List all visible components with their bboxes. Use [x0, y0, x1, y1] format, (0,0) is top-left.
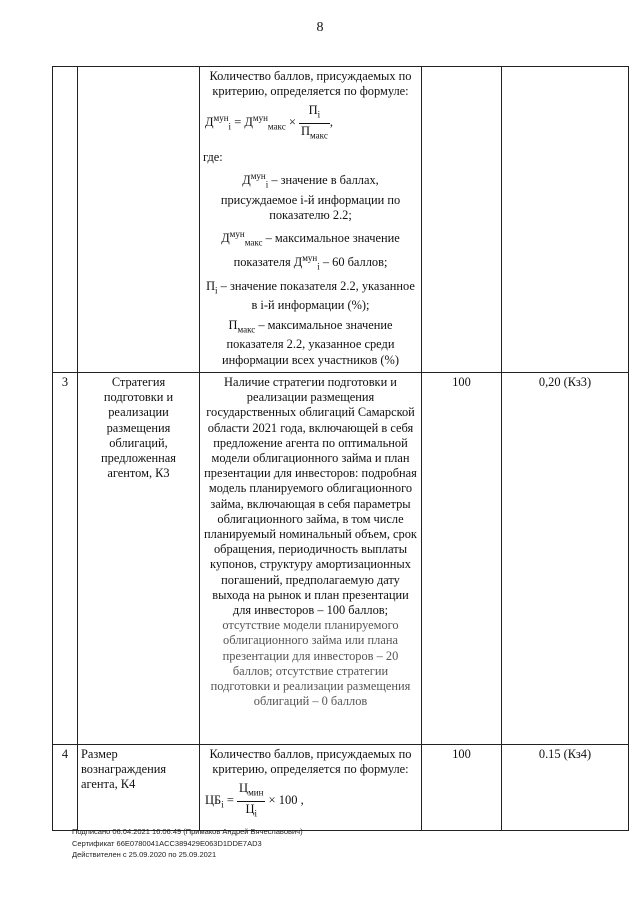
criteria-table [52, 66, 629, 831]
where-label: где: [203, 149, 223, 164]
cell-weight: 0,20 (Кз3) [502, 373, 629, 745]
cell-max: 100 [422, 373, 502, 745]
signature-certificate: Сертификат 66E0780041ACC389429E063D1DDE7AD3 [72, 838, 262, 848]
cell-num: 3 [53, 373, 78, 745]
table-row [53, 67, 629, 373]
description-faint: отсутствие модели планируемого облигационного займа или плана презентации для инвесторов – 20 баллов; отсутствие стратегии подготовки и реализации размещения облигаций – 0 баллов [210, 618, 411, 709]
cell-num [53, 67, 78, 373]
cell-description [200, 373, 422, 745]
description-main: Наличие стратегии подготовки и реализации размещения государственных облигаций Самарской области 2021 года, включающей в себя предложение агента по оптимальной модели облигационного займа и план презентации для инвесторов: подробная модель планируемого облигационного займа, включающая в себя параметры облигационного займа, в том числе планируемый номинальный объем, срок обращения, периодичность выплаты купонов, структуру амортизационных погашений, предполагаемую дату выхода на рынок и план презентации для инвесторов – 100 баллов; [204, 375, 417, 618]
signature-validity: Действителен с 25.09.2020 по 25.09.2021 [72, 850, 217, 859]
intro-text: Количество баллов, присуждаемых по критерию, определяется по формуле: [209, 747, 412, 777]
cell-criterion [78, 67, 200, 373]
intro-text: Количество баллов, присуждаемых по критерию, определяется по формуле: [209, 69, 412, 99]
definition-3: $П_i$ – значение показателя 2.2, указанное в i-й информации (%); [206, 278, 415, 313]
definition-1: $Д^{мун}_i$ – значение в баллах, присуждаемое i-й информации по показателю 2.2; [220, 171, 401, 223]
cell-criterion: Размер вознаграждения агента, К4 [78, 745, 200, 831]
formula-dmun: $Д^{мун}_i = Д^{мун}_{макс}$ × $\frac{П_i}{П_{макс}}$ , [205, 103, 333, 141]
cell-weight [502, 67, 629, 373]
cell-max: 100 [422, 745, 502, 831]
table-row [53, 745, 629, 831]
cell-weight: 0.15 (Кз4) [502, 745, 629, 831]
cell-max [422, 67, 502, 373]
cell-description [200, 67, 422, 373]
cell-description [200, 745, 422, 831]
definition-2: $Д^{мун}_{макс}$ – максимальное значение показателя $Д^{мун}_i - 60$ баллов; [221, 229, 400, 272]
signature-block [72, 826, 303, 861]
definition-4: $П_{макс}$ – максимальное значение показателя 2.2, указанное среди информации всех участников (%) [221, 317, 399, 367]
signature-signed: Подписано 06.04.2021 16:06:49 (Примаков Андрей Вячеславович) [72, 827, 303, 836]
formula-cb: $ЦБ_i$ = $\frac{Ц_{мин}}{Ц_i}$ × 100 , [205, 781, 304, 819]
table-row [53, 373, 629, 745]
cell-num: 4 [53, 745, 78, 831]
cell-criterion: Стратегия подготовки и реализации размещения облигаций, предложенная агентом, К3 [78, 373, 200, 745]
page-number: 8 [316, 20, 324, 35]
